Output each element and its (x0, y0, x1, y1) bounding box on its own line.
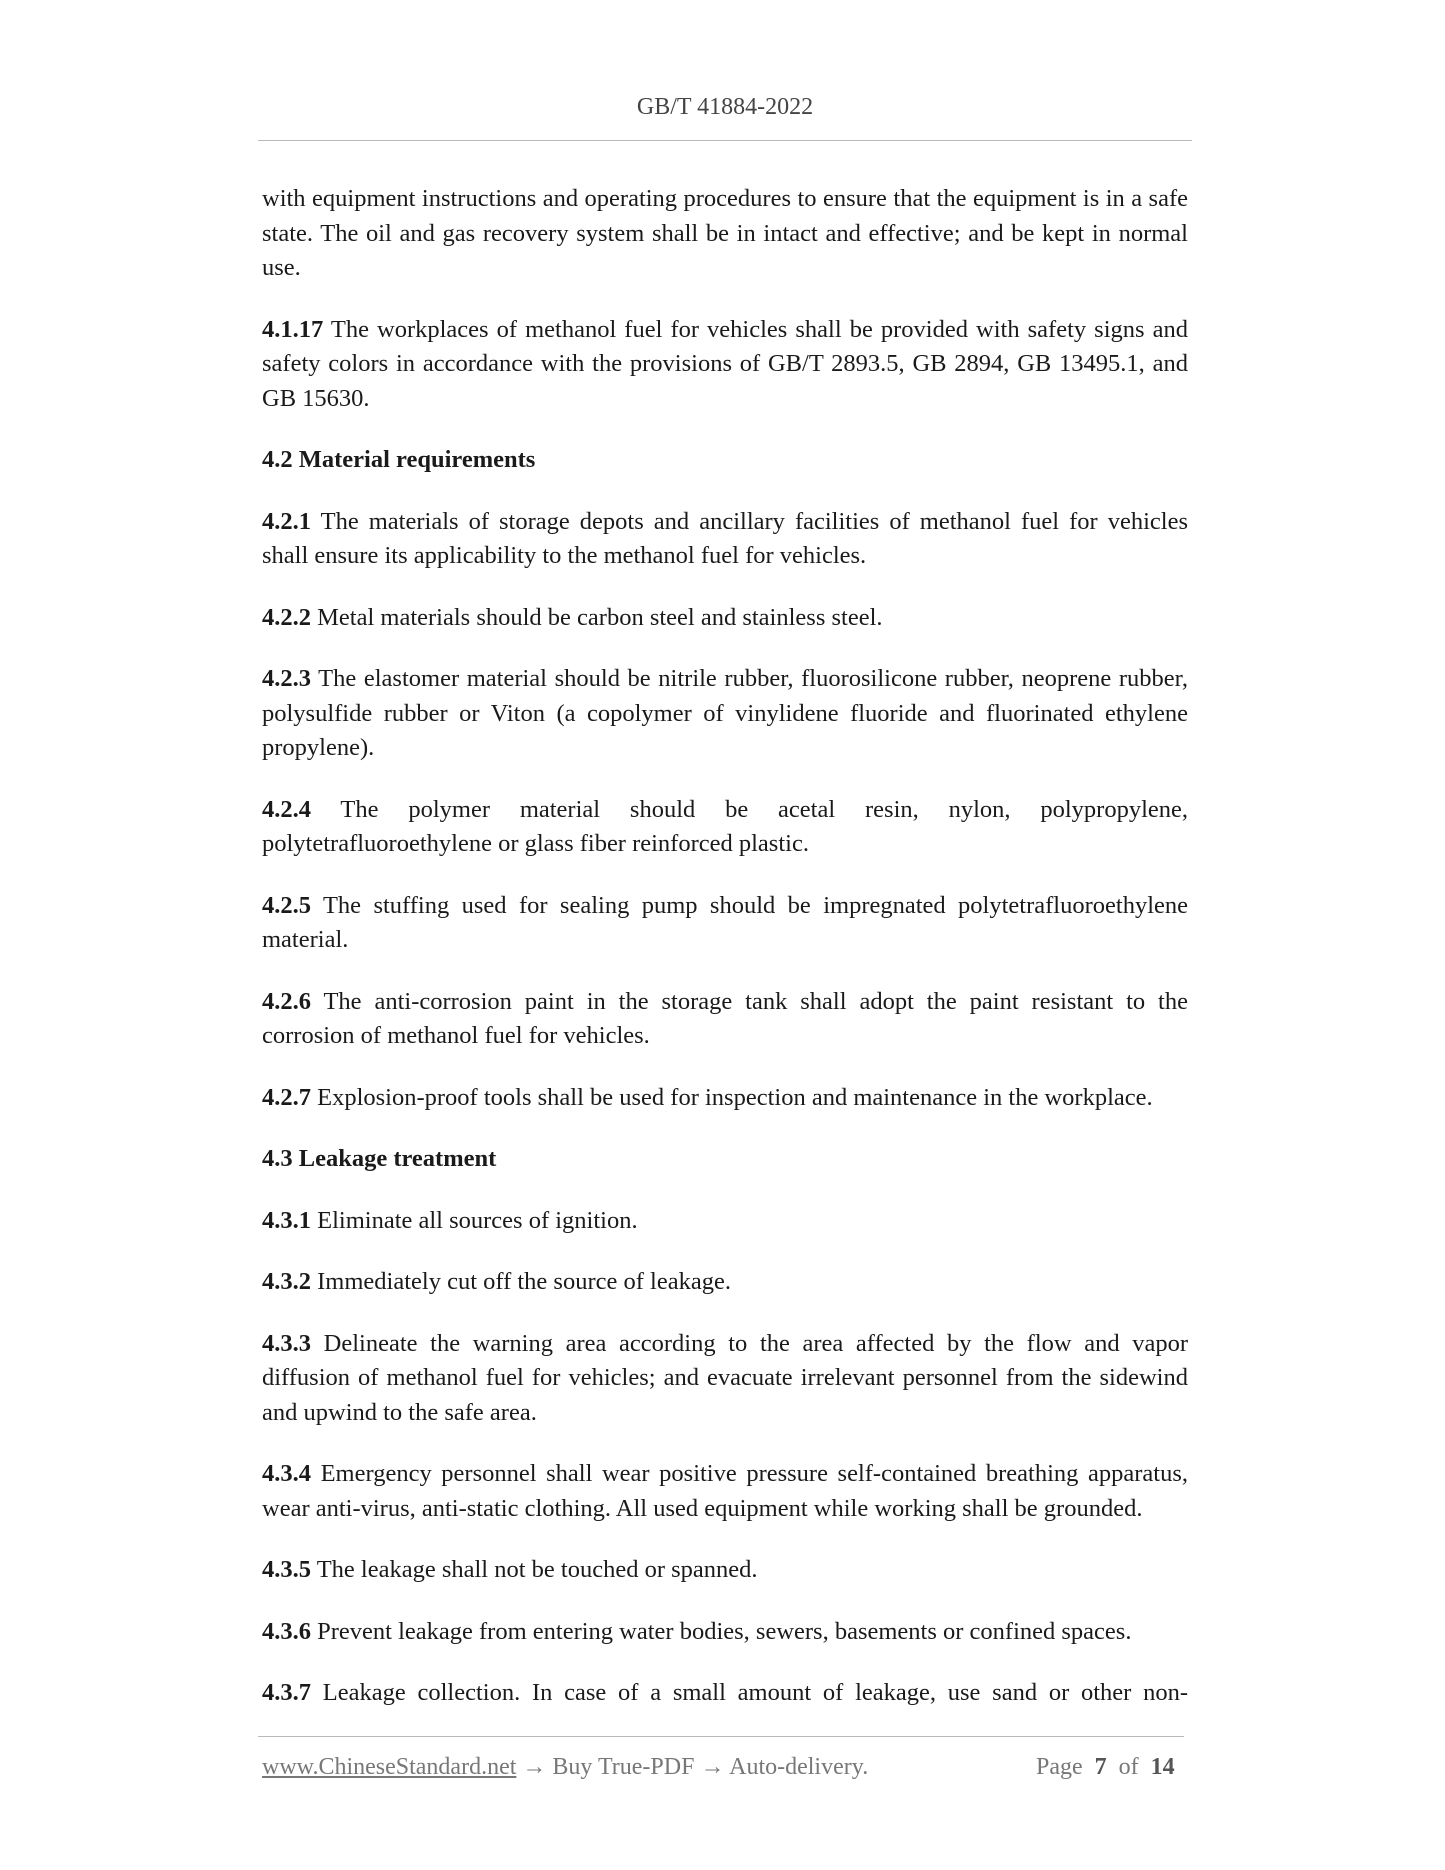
total-page-count: 14 (1150, 1754, 1175, 1780)
clause-4-1-17 (262, 313, 1188, 417)
clause-4-2-2 (262, 601, 1188, 636)
clause-number: 4.3.2 (262, 1268, 311, 1295)
clause-text: Delineate the warning area according to the area affected by the flow and vapor diffusion of methanol fuel for vehicles; and evacuate irrelevant personnel from the sidewind and upwind to the safe area. (262, 1329, 1189, 1426)
clause-4-3-2 (262, 1265, 1188, 1300)
clause-text: Explosion-proof tools shall be used for inspection and maintenance in the workplace. (317, 1083, 1153, 1111)
clause-text: Prevent leakage from entering water bodies, sewers, basements or confined spaces. (317, 1617, 1132, 1645)
clause-text: The polymer material should be acetal resin, nylon, polypropylene, polytetrafluoroethylene or glass fiber reinforced plastic. (262, 795, 1188, 857)
clause-4-2-7 (262, 1081, 1188, 1116)
clause-text: Eliminate all sources of ignition. (317, 1206, 638, 1234)
clause-4-2-5 (262, 889, 1188, 958)
clause-4-2-6 (262, 985, 1188, 1054)
clause-text: The anti-corrosion paint in the storage tank shall adopt the paint resistant to the corrosion of methanol fuel for vehicles. (262, 987, 1188, 1049)
header-divider (258, 140, 1192, 141)
footer-promo (262, 1754, 868, 1781)
page-header-title: GB/T 41884-2022 (636, 94, 814, 120)
page-of-label: of (1118, 1754, 1139, 1780)
clause-number: 4.2.3 (262, 665, 311, 692)
page-indicator (1036, 1754, 1175, 1781)
clause-text: Leakage collection. In case of a small amount of leakage, use sand or other non- (322, 1679, 1189, 1706)
clause-number: 4.3.4 (262, 1460, 311, 1487)
clause-number: 4.2.6 (262, 987, 311, 1015)
clause-4-3-5 (262, 1553, 1188, 1588)
page-label: Page (1036, 1754, 1083, 1780)
clause-4-2-4 (262, 793, 1188, 862)
clause-number: 4.3.7 (262, 1679, 311, 1706)
clause-number: 4.3.6 (262, 1617, 311, 1645)
clause-number: 4.2.4 (262, 795, 311, 823)
clause-text: Immediately cut off the source of leakage. (317, 1268, 731, 1295)
document-body (262, 182, 1188, 1738)
footer-divider (258, 1736, 1184, 1737)
paragraph-continued (262, 182, 1188, 286)
section-heading-4-2: 4.2 Material requirements (262, 446, 536, 473)
clause-number: 4.3.1 (262, 1206, 311, 1234)
clause-text: Metal materials should be carbon steel and stainless steel. (317, 603, 883, 631)
clause-number: 4.2.2 (262, 603, 311, 631)
clause-text: Emergency personnel shall wear positive pressure self-contained breathing apparatus, wear anti-virus, anti-static clothing. All used equipment while working shall be grounded. (262, 1460, 1188, 1522)
clause-4-2-1 (262, 505, 1188, 574)
clause-number: 4.3.3 (262, 1329, 311, 1357)
footer-promo-text: → Buy True-PDF → Auto-delivery. (522, 1754, 869, 1780)
clause-number: 4.1.17 (262, 315, 324, 343)
section-heading-4-3: 4.3 Leakage treatment (262, 1145, 497, 1172)
clause-4-3-4 (262, 1457, 1188, 1526)
clause-4-3-7 (262, 1676, 1188, 1711)
clause-text: The leakage shall not be touched or spanned. (316, 1556, 758, 1583)
clause-number: 4.2.1 (262, 507, 311, 535)
current-page-number: 7 (1094, 1754, 1107, 1780)
clause-text: The workplaces of methanol fuel for vehicles shall be provided with safety signs and safety colors in accordance with the provisions of GB/T 2893.5, GB 2894, GB 13495.1, and GB 15630. (262, 315, 1188, 412)
clause-4-3-3 (262, 1327, 1188, 1431)
website-link[interactable]: www.ChineseStandard.net (262, 1754, 517, 1780)
clause-4-3-1 (262, 1204, 1188, 1239)
clause-4-2-3 (262, 662, 1188, 766)
clause-text: The elastomer material should be nitrile rubber, fluorosilicone rubber, neoprene rubber, polysulfide rubber or Viton (a copolymer of vinylidene fluoride and fluorinated ethylene propylene). (262, 665, 1188, 761)
clause-number: 4.2.5 (262, 891, 311, 919)
clause-number: 4.3.5 (262, 1556, 311, 1583)
paragraph-text: with equipment instructions and operating procedures to ensure that the equipment is in a safe state. The oil and gas recovery system shall be in intact and effective; and be kept in normal use. (262, 185, 1188, 281)
clause-text: The materials of storage depots and ancillary facilities of methanol fuel for vehicles shall ensure its applicability to the methanol fuel for vehicles. (262, 507, 1188, 569)
clause-number: 4.2.7 (262, 1083, 311, 1111)
clause-text: The stuffing used for sealing pump should be impregnated polytetrafluoroethylene material. (262, 891, 1188, 953)
clause-4-3-6 (262, 1615, 1188, 1650)
